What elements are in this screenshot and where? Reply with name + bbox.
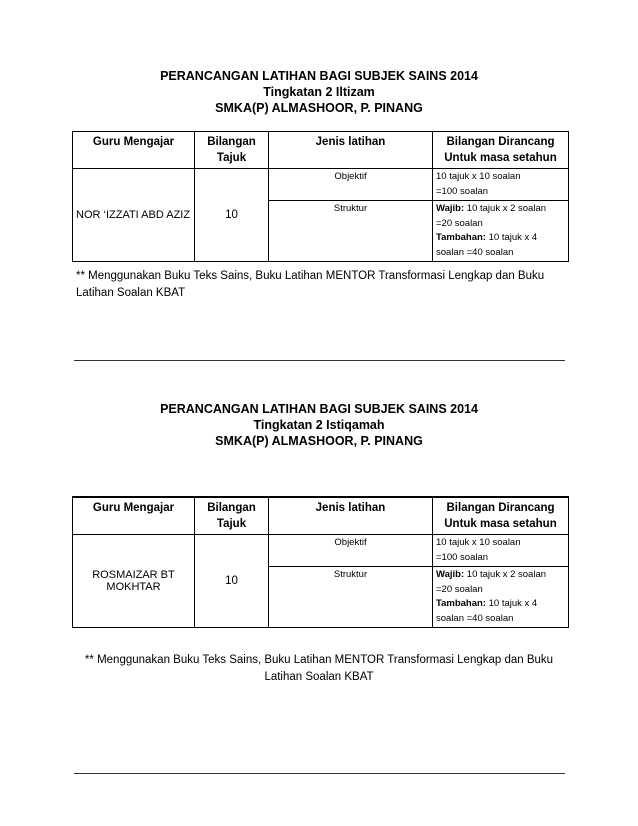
objektif-detail: 10 tajuk x 10 soalan =100 soalan <box>433 169 569 201</box>
plan1-title-line2: Tingkatan 2 Iltizam <box>263 85 375 99</box>
plan2-title <box>0 401 638 449</box>
plan2-table <box>72 496 569 628</box>
plan1-title-line1: PERANCANGAN LATIHAN BAGI SUBJEK SAINS 2014 <box>160 69 478 83</box>
jenis-struktur: Struktur <box>269 567 433 628</box>
header-jenis: Jenis latihan <box>269 132 433 169</box>
objektif-detail: 10 tajuk x 10 soalan =100 soalan <box>433 535 569 567</box>
bilangan-cell: 10 <box>195 535 269 628</box>
plan1-header-row <box>73 132 569 169</box>
plan1-note: ** Menggunakan Buku Teks Sains, Buku Latihan MENTOR Transformasi Lengkap dan Buku Latihan Soalan KBAT <box>76 270 545 299</box>
header-jenis: Jenis latihan <box>269 497 433 535</box>
struktur-detail: Wajib: 10 tajuk x 2 soalan =20 soalan Tambahan: 10 tajuk x 4 soalan =40 soalan <box>433 567 569 628</box>
table-row <box>73 535 569 567</box>
header-dirancang: Bilangan Dirancang Untuk masa setahun <box>433 497 569 535</box>
header-dirancang: Bilangan Dirancang Untuk masa setahun <box>433 132 569 169</box>
header-bilangan: Bilangan Tajuk <box>195 497 269 535</box>
bilangan-cell: 10 <box>195 169 269 262</box>
plan2-title-line3: SMKA(P) ALMASHOOR, P. PINANG <box>215 434 423 448</box>
plan2-title-line2: Tingkatan 2 Istiqamah <box>253 418 385 432</box>
divider-line-bottom <box>74 773 565 774</box>
plan1-table <box>72 131 569 262</box>
header-bilangan: Bilangan Tajuk <box>195 132 269 169</box>
divider-line <box>74 360 565 361</box>
plan2-header-row <box>73 497 569 535</box>
header-guru: Guru Mengajar <box>73 132 195 169</box>
plan1-title-line3: SMKA(P) ALMASHOOR, P. PINANG <box>215 101 423 115</box>
header-guru: Guru Mengajar <box>73 497 195 535</box>
guru-cell: NOR ‘IZZATI ABD AZIZ <box>73 169 195 262</box>
jenis-objektif: Objektif <box>269 535 433 567</box>
plan1-title <box>0 68 638 116</box>
jenis-struktur: Struktur <box>269 201 433 262</box>
table-row <box>73 169 569 201</box>
plan2-note: ** Menggunakan Buku Teks Sains, Buku Latihan MENTOR Transformasi Lengkap dan Buku Latihan Soalan KBAT <box>84 654 554 683</box>
jenis-objektif: Objektif <box>269 169 433 201</box>
struktur-detail: Wajib: 10 tajuk x 2 soalan =20 soalan Tambahan: 10 tajuk x 4 soalan =40 soalan <box>433 201 569 262</box>
guru-cell: ROSMAIZAR BT MOKHTAR <box>73 535 195 628</box>
plan2-title-line1: PERANCANGAN LATIHAN BAGI SUBJEK SAINS 2014 <box>160 402 478 416</box>
